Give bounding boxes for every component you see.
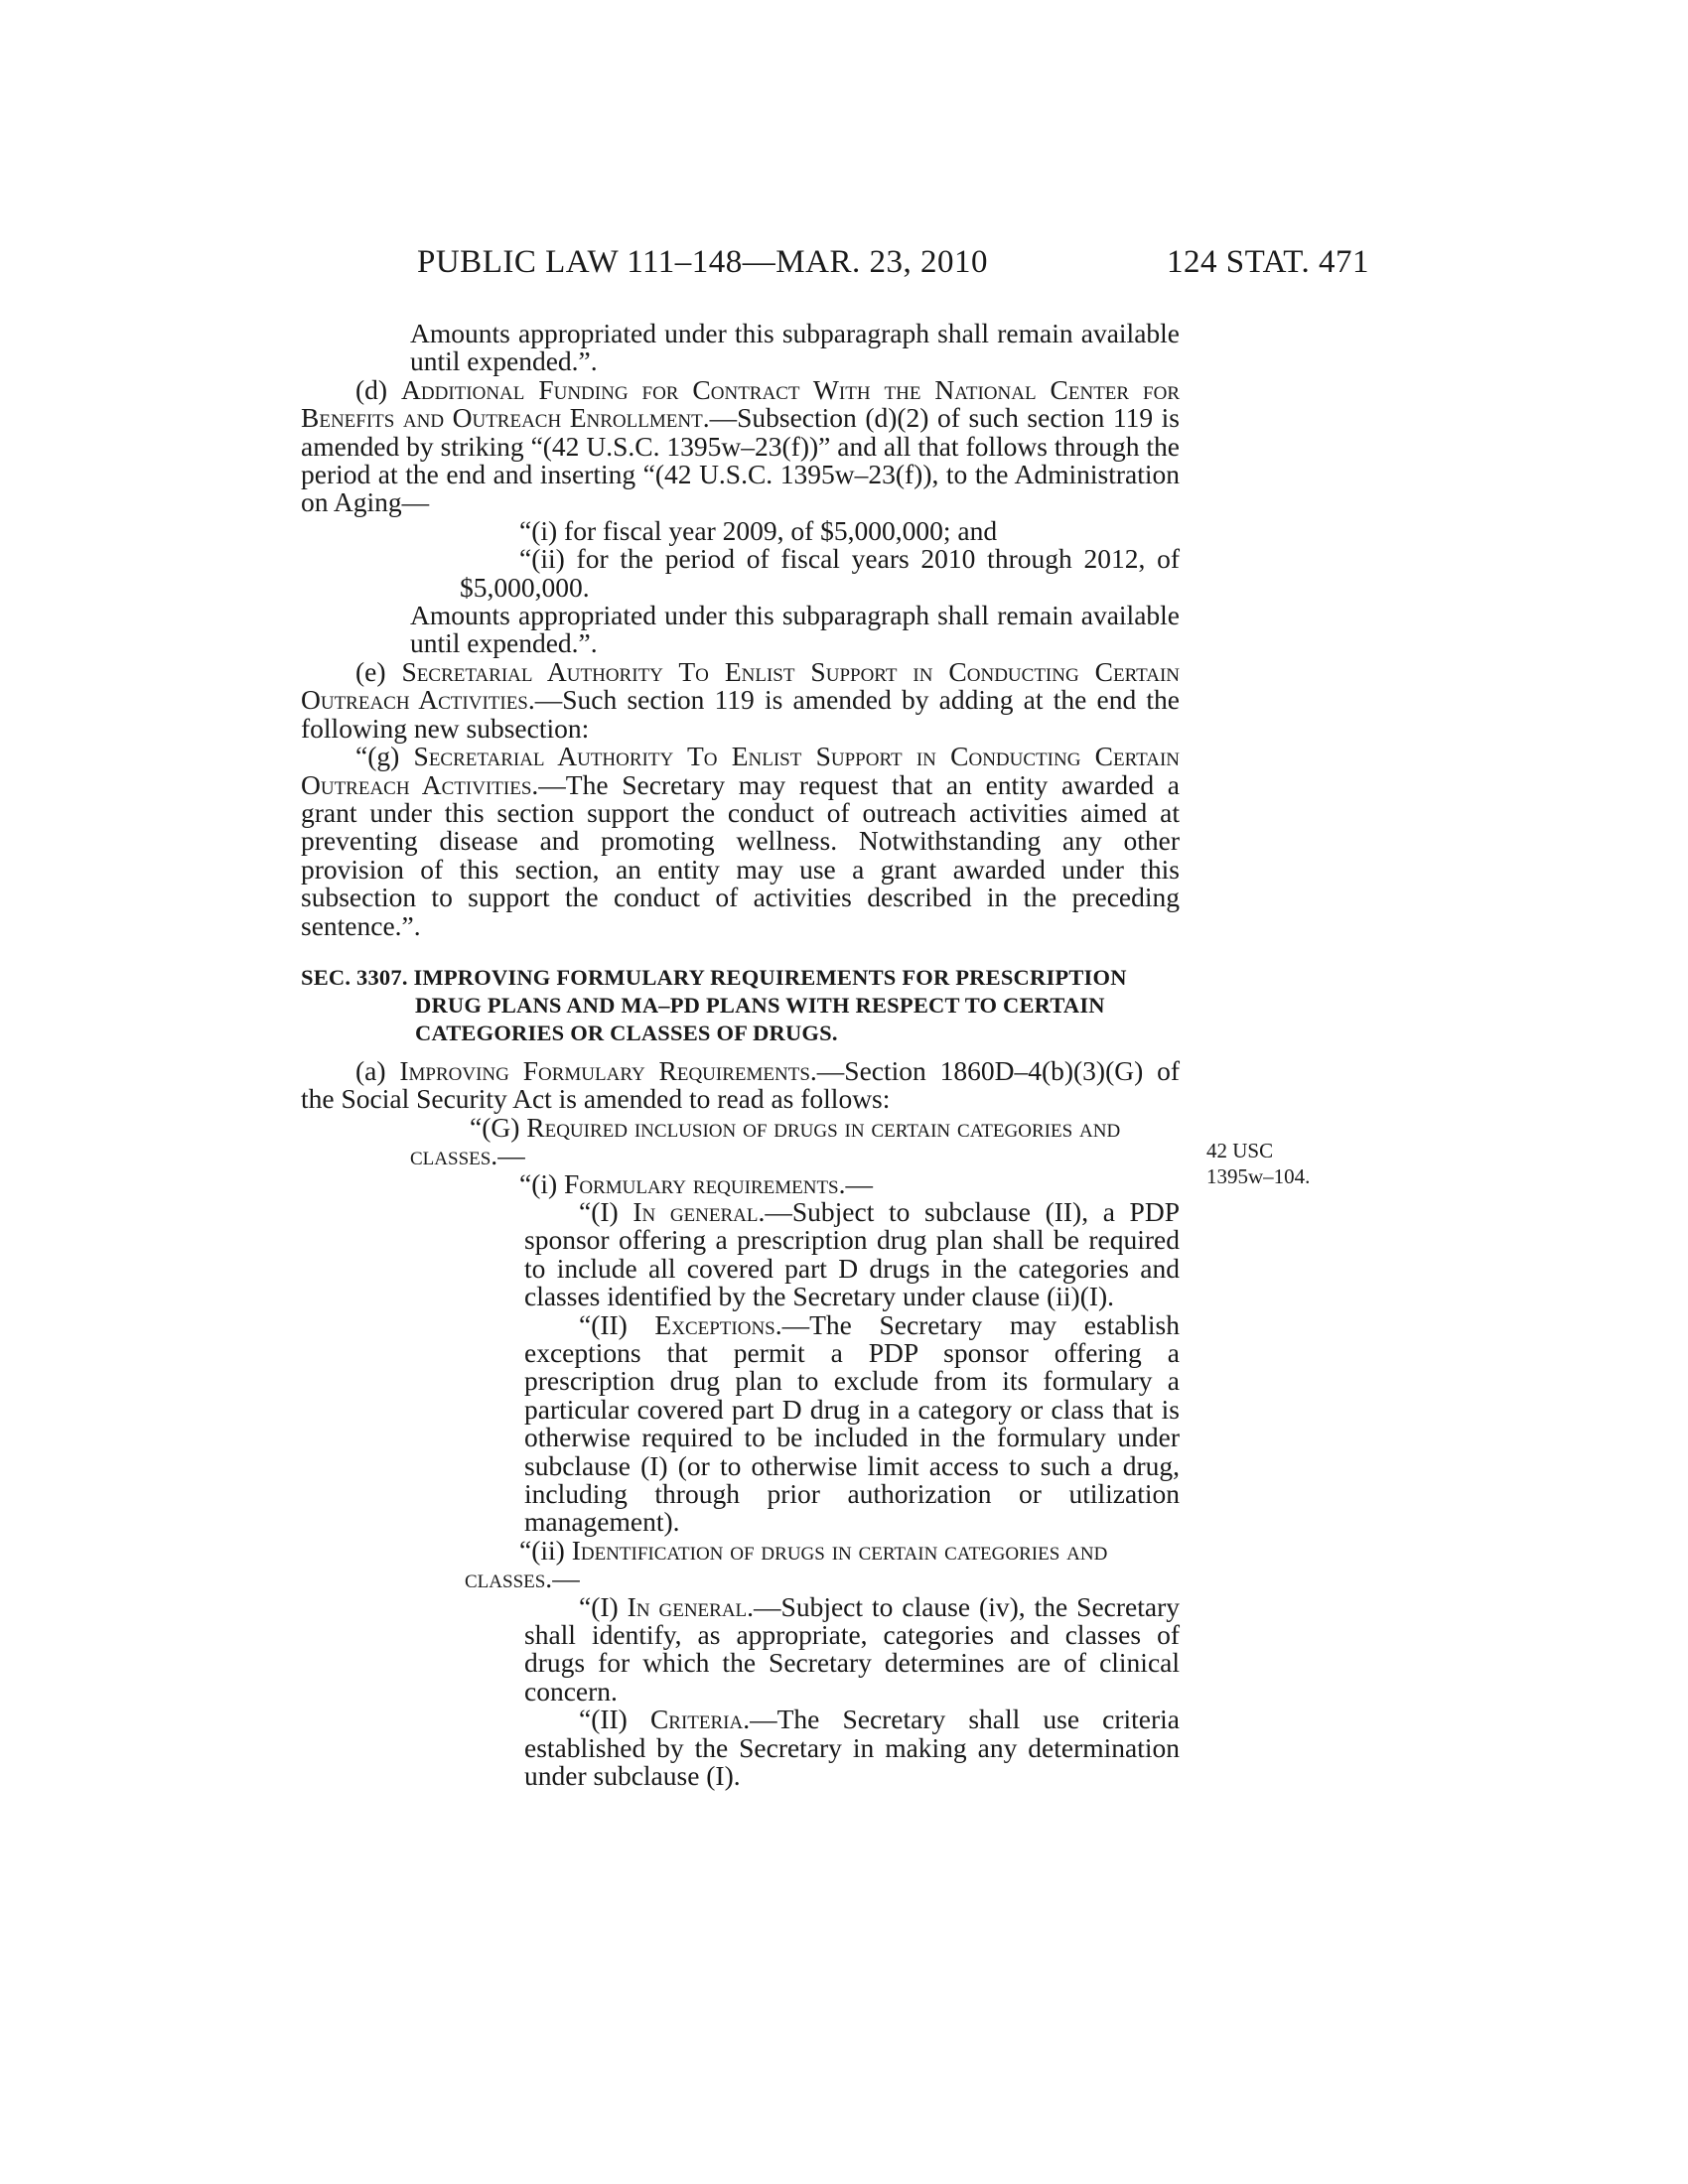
subparagraph-g bbox=[301, 1111, 1180, 1171]
clause-ii-identification bbox=[301, 1534, 1180, 1594]
clause-i-heading: Formulary requirements. bbox=[564, 1167, 846, 1199]
paragraph-e-label: (e) bbox=[355, 655, 402, 687]
paragraph-d-label: (d) bbox=[355, 373, 402, 405]
paragraph-a-heading: Improving Formulary Requirements. bbox=[399, 1054, 817, 1086]
page-header-title: PUBLIC LAW 111–148—MAR. 23, 2010 bbox=[417, 244, 988, 280]
subclause-i-identify bbox=[301, 1590, 1180, 1706]
paragraph-g-label: “(g) bbox=[355, 741, 414, 772]
paragraph-e-text: —Such section 119 is amended by adding at the end the following new subsection: bbox=[301, 684, 1180, 744]
subclause-i-label: “(I) bbox=[579, 1195, 633, 1227]
clause-i-fiscal-2009: “(i) for fiscal year 2009, of $5,000,000; and bbox=[519, 514, 998, 546]
subclause-ii-exceptions bbox=[301, 1308, 1180, 1538]
subclause-i-identify-heading: In general. bbox=[627, 1590, 755, 1622]
paragraph-d-heading: Additional Funding for Contract With the National Center for Benefits and Outreach Enrollment. bbox=[301, 373, 1180, 434]
subclause-ii-label: “(II) bbox=[579, 1308, 655, 1340]
paragraph-g bbox=[301, 743, 1180, 940]
clause-i-text: — bbox=[845, 1167, 873, 1199]
clause-ii-heading: Identification of drugs in certain categories and classes. bbox=[465, 1534, 1108, 1594]
paragraph-a-text: —Section 1860D–4(b)(3)(G) of the Social Security Act is amended to read as follows: bbox=[301, 1054, 1181, 1115]
paragraph-a bbox=[301, 1054, 1181, 1115]
clause-i-label: “(i) bbox=[519, 1167, 565, 1199]
subclause-i-heading: In general. bbox=[633, 1195, 766, 1227]
paragraph-e bbox=[301, 655, 1180, 744]
paragraph-amounts-1: Amounts appropriated under this subparagraph shall remain available until expended.”. bbox=[410, 318, 1180, 377]
paragraph-amounts-2: Amounts appropriated under this subparagraph shall remain available until expended.”. bbox=[410, 600, 1180, 659]
subclause-i-text: —Subject to subclause (II), a PDP sponsor offering a prescription drug plan shall be required to include all covered part D drugs in the categories and classes identified by the Secretary under clause (ii)(I). bbox=[524, 1195, 1180, 1312]
subclause-ii-criteria-label: “(II) bbox=[579, 1704, 650, 1735]
subclause-i-identify-text: —Subject to clause (iv), the Secretary shall identify, as appropriate, categories and classes of drugs for which the Secretary determines are of clinical concern. bbox=[524, 1590, 1180, 1706]
section-heading: SEC. 3307. IMPROVING FORMULARY REQUIREMENTS FOR PRESCRIPTION DRUG PLANS AND MA–PD PLANS WITH RESPECT TO CERTAIN CATEGORIES OR CLASSES OF DRUGS. bbox=[301, 964, 1127, 1045]
document-body bbox=[301, 320, 1180, 1791]
paragraph-e-heading: Secretarial Authority To Enlist Support in Conducting Certain Outreach Activities. bbox=[301, 655, 1180, 716]
subclause-i-identify-label: “(I) bbox=[579, 1590, 628, 1622]
subparagraph-g-text: — bbox=[497, 1140, 525, 1171]
subclause-ii-heading: Exceptions. bbox=[654, 1308, 782, 1340]
subclause-ii-text: —The Secretary may establish exceptions that permit a PDP sponsor offering a prescription drug plan to exclude from its formulary a particular covered part D drug in a category or class that is otherwise required to be included in the formulary under subclause (I) (or to otherwise limit access to such a drug, including through prior authorization or utilization management). bbox=[524, 1308, 1180, 1538]
subclause-ii-criteria-heading: Criteria. bbox=[649, 1704, 751, 1735]
subclause-i-general bbox=[301, 1195, 1180, 1312]
paragraph-d-text: —Subsection (d)(2) of such section 119 is amended by striking “(42 U.S.C. 1395w–23(f))” and all that follows through the period at the end and inserting “(42 U.S.C. 1395w–23(f)), to the Administration on Aging— bbox=[301, 402, 1180, 518]
paragraph-a-label: (a) bbox=[355, 1054, 400, 1086]
page-header-stat: 124 STAT. 471 bbox=[1167, 244, 1370, 280]
paragraph-g-text: —The Secretary may request that an entity awarded a grant under this section support the conduct of outreach activities aimed at preventing disease and promoting wellness. Notwithstanding any other provision of this section, an entity may use a grant awarded under this subsection to support the conduct of activities described in the preceding sentence.”. bbox=[301, 768, 1180, 941]
paragraph-d bbox=[301, 373, 1180, 518]
clause-ii-text: — bbox=[552, 1563, 580, 1594]
margin-citation-line1: 42 USC bbox=[1206, 1139, 1274, 1162]
subparagraph-g-label: “(G) bbox=[470, 1111, 527, 1143]
subclause-ii-criteria-text: —The Secretary shall use criteria established by the Secretary in making any determination under subclause (I). bbox=[524, 1704, 1180, 1792]
clause-ii-label: “(ii) bbox=[519, 1534, 572, 1566]
subparagraph-g-heading: Required inclusion of drugs in certain categories and classes. bbox=[410, 1111, 1121, 1171]
clause-i-formulary bbox=[301, 1167, 1180, 1199]
margin-citation bbox=[1206, 1138, 1310, 1189]
paragraph-g-heading: Secretarial Authority To Enlist Support in Conducting Certain Outreach Activities. bbox=[301, 741, 1180, 800]
subclause-ii-criteria bbox=[301, 1706, 1180, 1790]
margin-citation-line2: 1395w–104. bbox=[1206, 1164, 1311, 1188]
clause-ii-fiscal-2010: “(ii) for the period of fiscal years 2010 through 2012, of $5,000,000. bbox=[460, 543, 1180, 603]
